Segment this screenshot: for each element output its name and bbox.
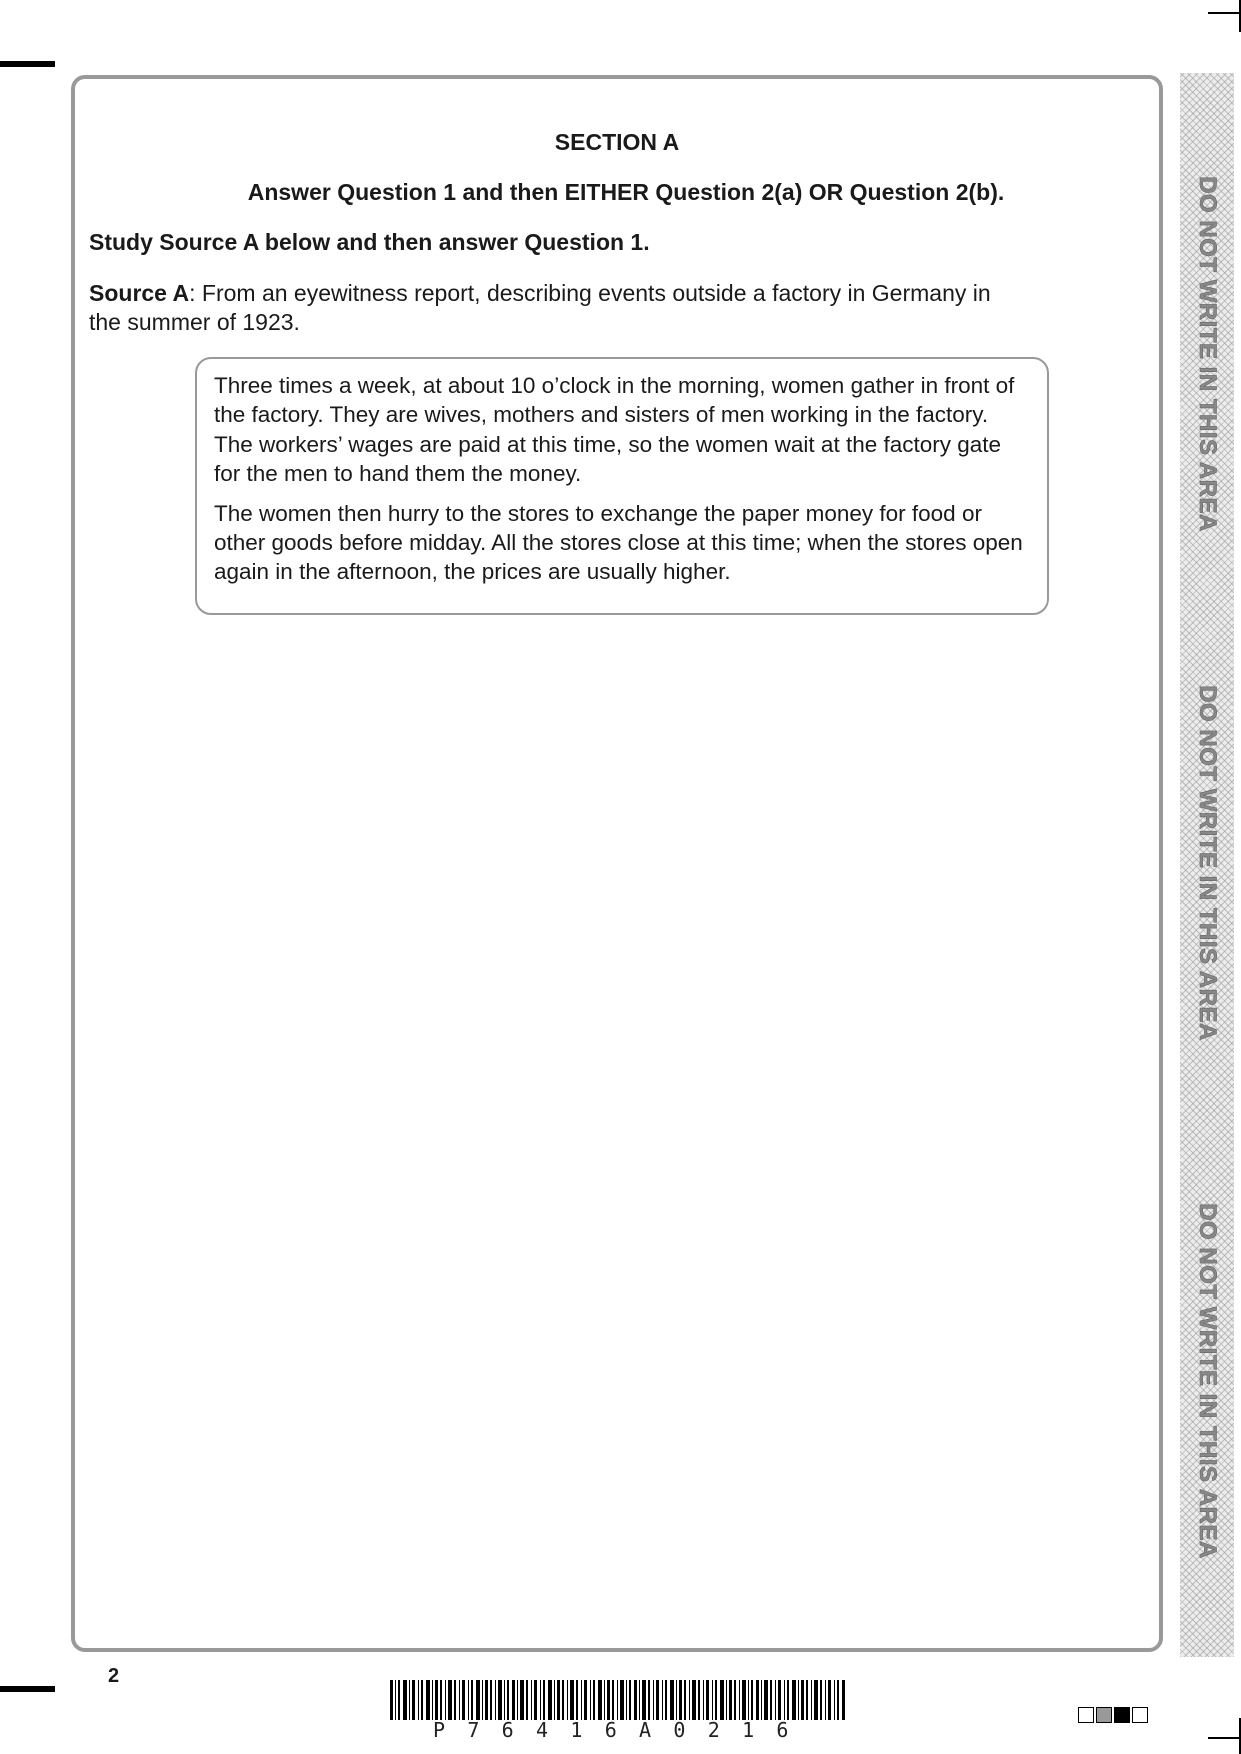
indicator-square-empty (1132, 1707, 1148, 1723)
question-frame (71, 75, 1163, 1652)
indicator-square-filled (1114, 1707, 1130, 1723)
source-extract-box (195, 357, 1049, 615)
barcode-digits: P76416A0216 (433, 1718, 811, 1742)
margin-warning-text: DO NOT WRITE IN THIS AREA (1194, 176, 1221, 532)
crop-mark-top-right-h (1208, 12, 1241, 14)
indicator-square-grey (1096, 1707, 1112, 1723)
section-title: SECTION A (554, 129, 680, 155)
registration-mark-top-left (0, 61, 55, 67)
barcode (390, 1680, 845, 1720)
answer-instruction: Answer Question 1 and then EITHER Question 2(a) OR Question 2(b). (247, 179, 1005, 205)
source-intro (89, 279, 1029, 337)
source-paragraph: The women then hurry to the stores to exchange the paper money for food or other goods before midday. All the stores close at this time; when the stores open again in the afternoon, the prices are usually higher. (214, 500, 1023, 585)
page-position-indicator (1078, 1707, 1148, 1723)
source-paragraph: Three times a week, at about 10 o’clock in the morning, women gather in front of the factory. They are wives, mothers and sisters of men working in the factory. The workers’ wages are paid at this time, so the women wait at the factory gate for the men to hand them the money. (214, 373, 1015, 487)
crop-mark-bottom-right-h (1208, 1737, 1241, 1739)
registration-mark-bottom-left (0, 1686, 55, 1692)
indicator-square-empty (1078, 1707, 1094, 1723)
margin-warning-text: DO NOT WRITE IN THIS AREA (1194, 685, 1221, 1041)
margin-warning-text: DO NOT WRITE IN THIS AREA (1194, 1203, 1221, 1559)
study-instruction: Study Source A below and then answer Question 1. (89, 229, 650, 255)
page-number: 2 (108, 1665, 120, 1687)
source-description: : From an eyewitness report, describing events outside a factory in Germany in the summer of 1923. (89, 280, 991, 335)
source-label: Source A (89, 280, 190, 306)
